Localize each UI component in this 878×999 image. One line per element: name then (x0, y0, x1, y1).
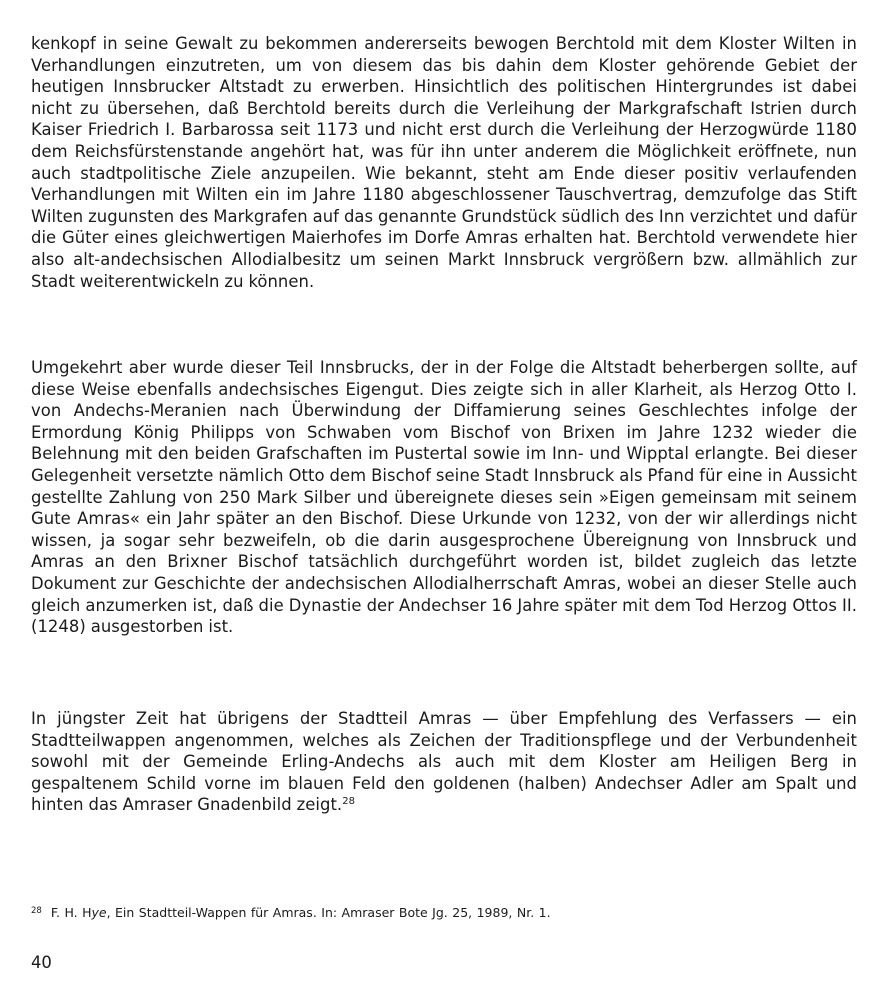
footnote-reference[interactable]: 28 (342, 796, 356, 808)
body-paragraph-3 (31, 708, 857, 816)
body-paragraph-3-text: In jüngster Zeit hat übrigens der Stadtteil Amras — über Empfehlung des Verfassers — ein Stadtteilwappen angenommen, welches als Zeichen der Traditionspflege und der Verbundenheit sowohl mit der Gemeinde Erling-Andechs als auch mit dem Kloster am Heiligen Berg in gespaltenem Schild vorne im blauen Feld den goldenen (halben) Andechser Adler am Spalt und hinten das Amraser Gnadenbild zeigt. (31, 709, 857, 815)
footnote (31, 903, 857, 921)
footnote-number: 28 (31, 906, 42, 916)
page-number: 40 (31, 953, 52, 972)
footnote-text: , Ein Stadtteil-Wappen für Amras. In: Amraser Bote Jg. 25, 1989, Nr. 1. (106, 905, 551, 920)
body-paragraph-2: Umgekehrt aber wurde dieser Teil Innsbrucks, der in der Folge die Altstadt beherbergen sollte, auf diese Weise ebenfalls andechsisches Eigengut. Dies zeigte sich in aller Klarheit, als Herzog Otto I. von Andechs-Meranien nach Überwindung der Diffamierung seines Geschlechtes infolge der Ermordung König Philipps von Schwaben vom Bischof von Brixen im Jahre 1232 wieder die Belehnung mit den beiden Grafschaften im Pustertal sowie im Inn- und Wipptal erlangte. Bei dieser Gelegenheit versetzte nämlich Otto dem Bischof seine Stadt Innsbruck als Pfand für eine in Aussicht gestellte Zahlung von 250 Mark Silber und übereignete dieses sein »Eigen gemeinsam mit seinem Gute Amras« ein Jahr später an den Bischof. Diese Urkunde von 1232, von der wir allerdings nicht wissen, ja sogar sehr bezweifeln, ob die darin ausgesprochene Übereignung von Innsbruck und Amras an den Brixner Bischof tatsächlich durchgeführt worden ist, bildet zugleich das letzte Dokument zur Geschichte der andechsischen Allodialherrschaft Amras, wobei an dieser Stelle auch gleich anzumerken ist, daß die Dynastie der Andechser 16 Jahre später mit dem Tod Herzog Ottos II. (1248) ausgestorben ist. (31, 358, 857, 637)
footnote-author-initials: F. H. H (50, 905, 92, 920)
body-paragraph-1: kenkopf in seine Gewalt zu bekommen andererseits bewogen Berchtold mit dem Kloster Wilten in Verhandlungen einzutreten, um von diesem das bis dahin dem Kloster gehörende Gebiet der heutigen Innsbrucker Altstadt zu erwerben. Hinsichtlich des politischen Hintergrundes ist dabei nicht zu übersehen, daß Berchtold bereits durch die Verleihung der Markgrafschaft Istrien durch Kaiser Friedrich I. Barbarossa seit 1173 und nicht erst durch die Verleihung der Herzogwürde 1180 dem Reichsfürstenstande angehört hat, was für ihn unter anderem die Möglichkeit eröffnete, nun auch stadtpolitische Ziele anzupeilen. Wie bekannt, steht am Ende dieser positiv verlaufenden Verhandlungen mit Wilten ein im Jahre 1180 abgeschlossener Tauschvertrag, demzufolge das Stift Wilten zugunsten des Markgrafen auf das genannte Grundstück südlich des Inn verzichtet und dafür die Güter eines gleichwertigen Maierhofes im Dorfe Amras erhalten hat. Berchtold verwendete hier also alt-andechsischen Allodialbesitz um seinen Markt Innsbruck vergrößern bzw. allmählich zur Stadt weiterentwickeln zu können. (31, 34, 857, 291)
footnote-author-rest: ye (91, 905, 107, 920)
